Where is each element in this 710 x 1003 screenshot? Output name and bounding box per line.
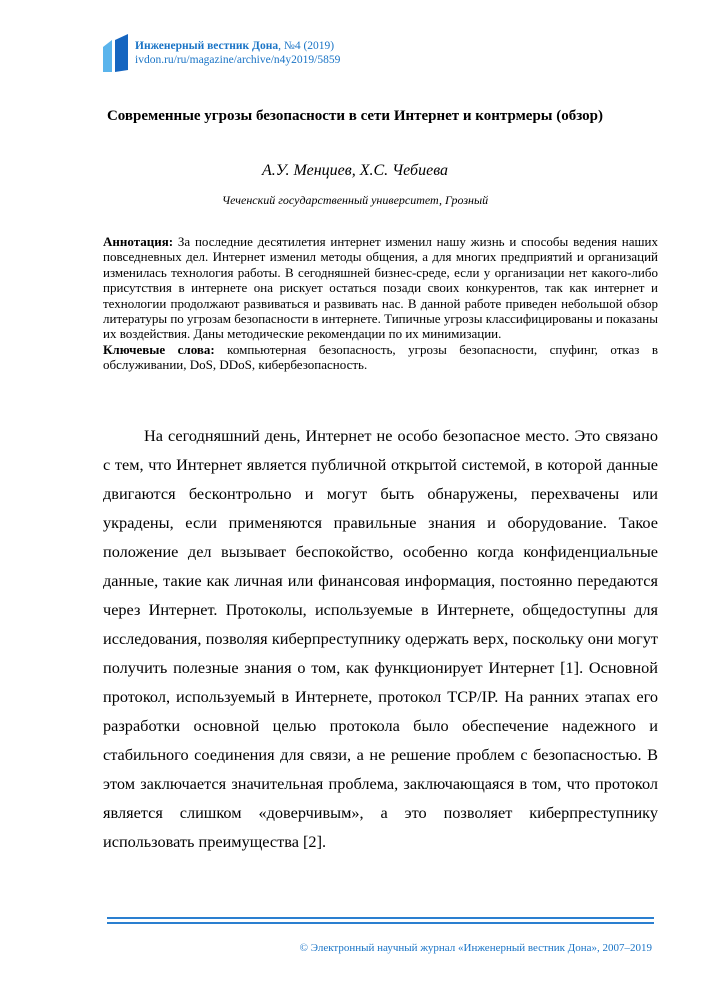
keywords-text: компьютерная безопасность, угрозы безопасности, спуфинг, отказ в обслуживании, DoS, DDoS, кибербезопасность. [103, 341, 658, 373]
footer-copyright: © Электронный научный журнал «Инженерный вестник Дона», 2007–2019 [299, 942, 652, 954]
body-paragraph: На сегодняшний день, Интернет не особо безопасное место. Это связано с тем, что Интернет является публичной открытой системой, в которой данные двигаются бесконтрольно и могут быть обнаружены, перехвачены или украдены, если применяются правильные знания и оборудование. Такое положение дел вызывает беспокойство, особенно когда конфиденциальные данные, такие как личная или финансовая информация, постоянно передаются через Интернет. Протоколы, используемые в Интернете, общедоступны для исследования, позволяя киберпреступнику одержать верх, поскольку они могут получить полезные знания о том, как функционирует Интернет [1]. Основной протокол, используемый в Интернете, протокол TCP/IP. На ранних этапах его разработки основной целью протокола было обеспечение надежного и стабильного соединения для связи, а не решение проблем с безопасностью. В этом заключается значительная проблема, заключающаяся в том, что протокол является слишком «доверчивым», а это позволяет киберпреступнику использовать преимущества [2]. [103, 426, 658, 851]
author-affiliation: Чеченский государственный университет, Грозный [221, 193, 489, 207]
footer-divider-top [107, 917, 654, 919]
journal-title-line [135, 39, 340, 53]
journal-logo-icon [103, 34, 128, 72]
journal-issue: , №4 (2019) [278, 40, 335, 52]
journal-name: Инженерный вестник Дона [135, 40, 279, 52]
abstract-text: За последние десятилетия интернет изменил нашу жизнь и способы ведения наших повседневных дел. Интернет изменил методы общения, а для многих предприятий и организаций изменилась технология работы. В сегодняшней бизнес-среде, если у организации нет какого-либо присутствия в интернете она рискует остаться позади своих конкурентов, так как интернет и технологии продолжают развиваться и развивать нас. В данной работе приведен небольшой обзор литературы по угрозам безопасности в интернете. Типичные угрозы классифицированы и показаны их воздействия. Даны методические рекомендации по их минимизации. [103, 234, 658, 342]
journal-url[interactable]: ivdon.ru/ru/magazine/archive/n4y2019/5859 [135, 54, 341, 66]
article-authors: А.У. Менциев, Х.С. Чебиева [261, 162, 449, 179]
journal-header [135, 39, 340, 67]
article-title: Современные угрозы безопасности в сети Интернет и контрмеры (обзор) [106, 108, 604, 124]
abstract-block [103, 234, 658, 373]
keywords-label: Ключевые слова: [103, 341, 215, 357]
footer-divider-bottom [107, 922, 654, 924]
abstract-label: Аннотация: [103, 234, 174, 249]
